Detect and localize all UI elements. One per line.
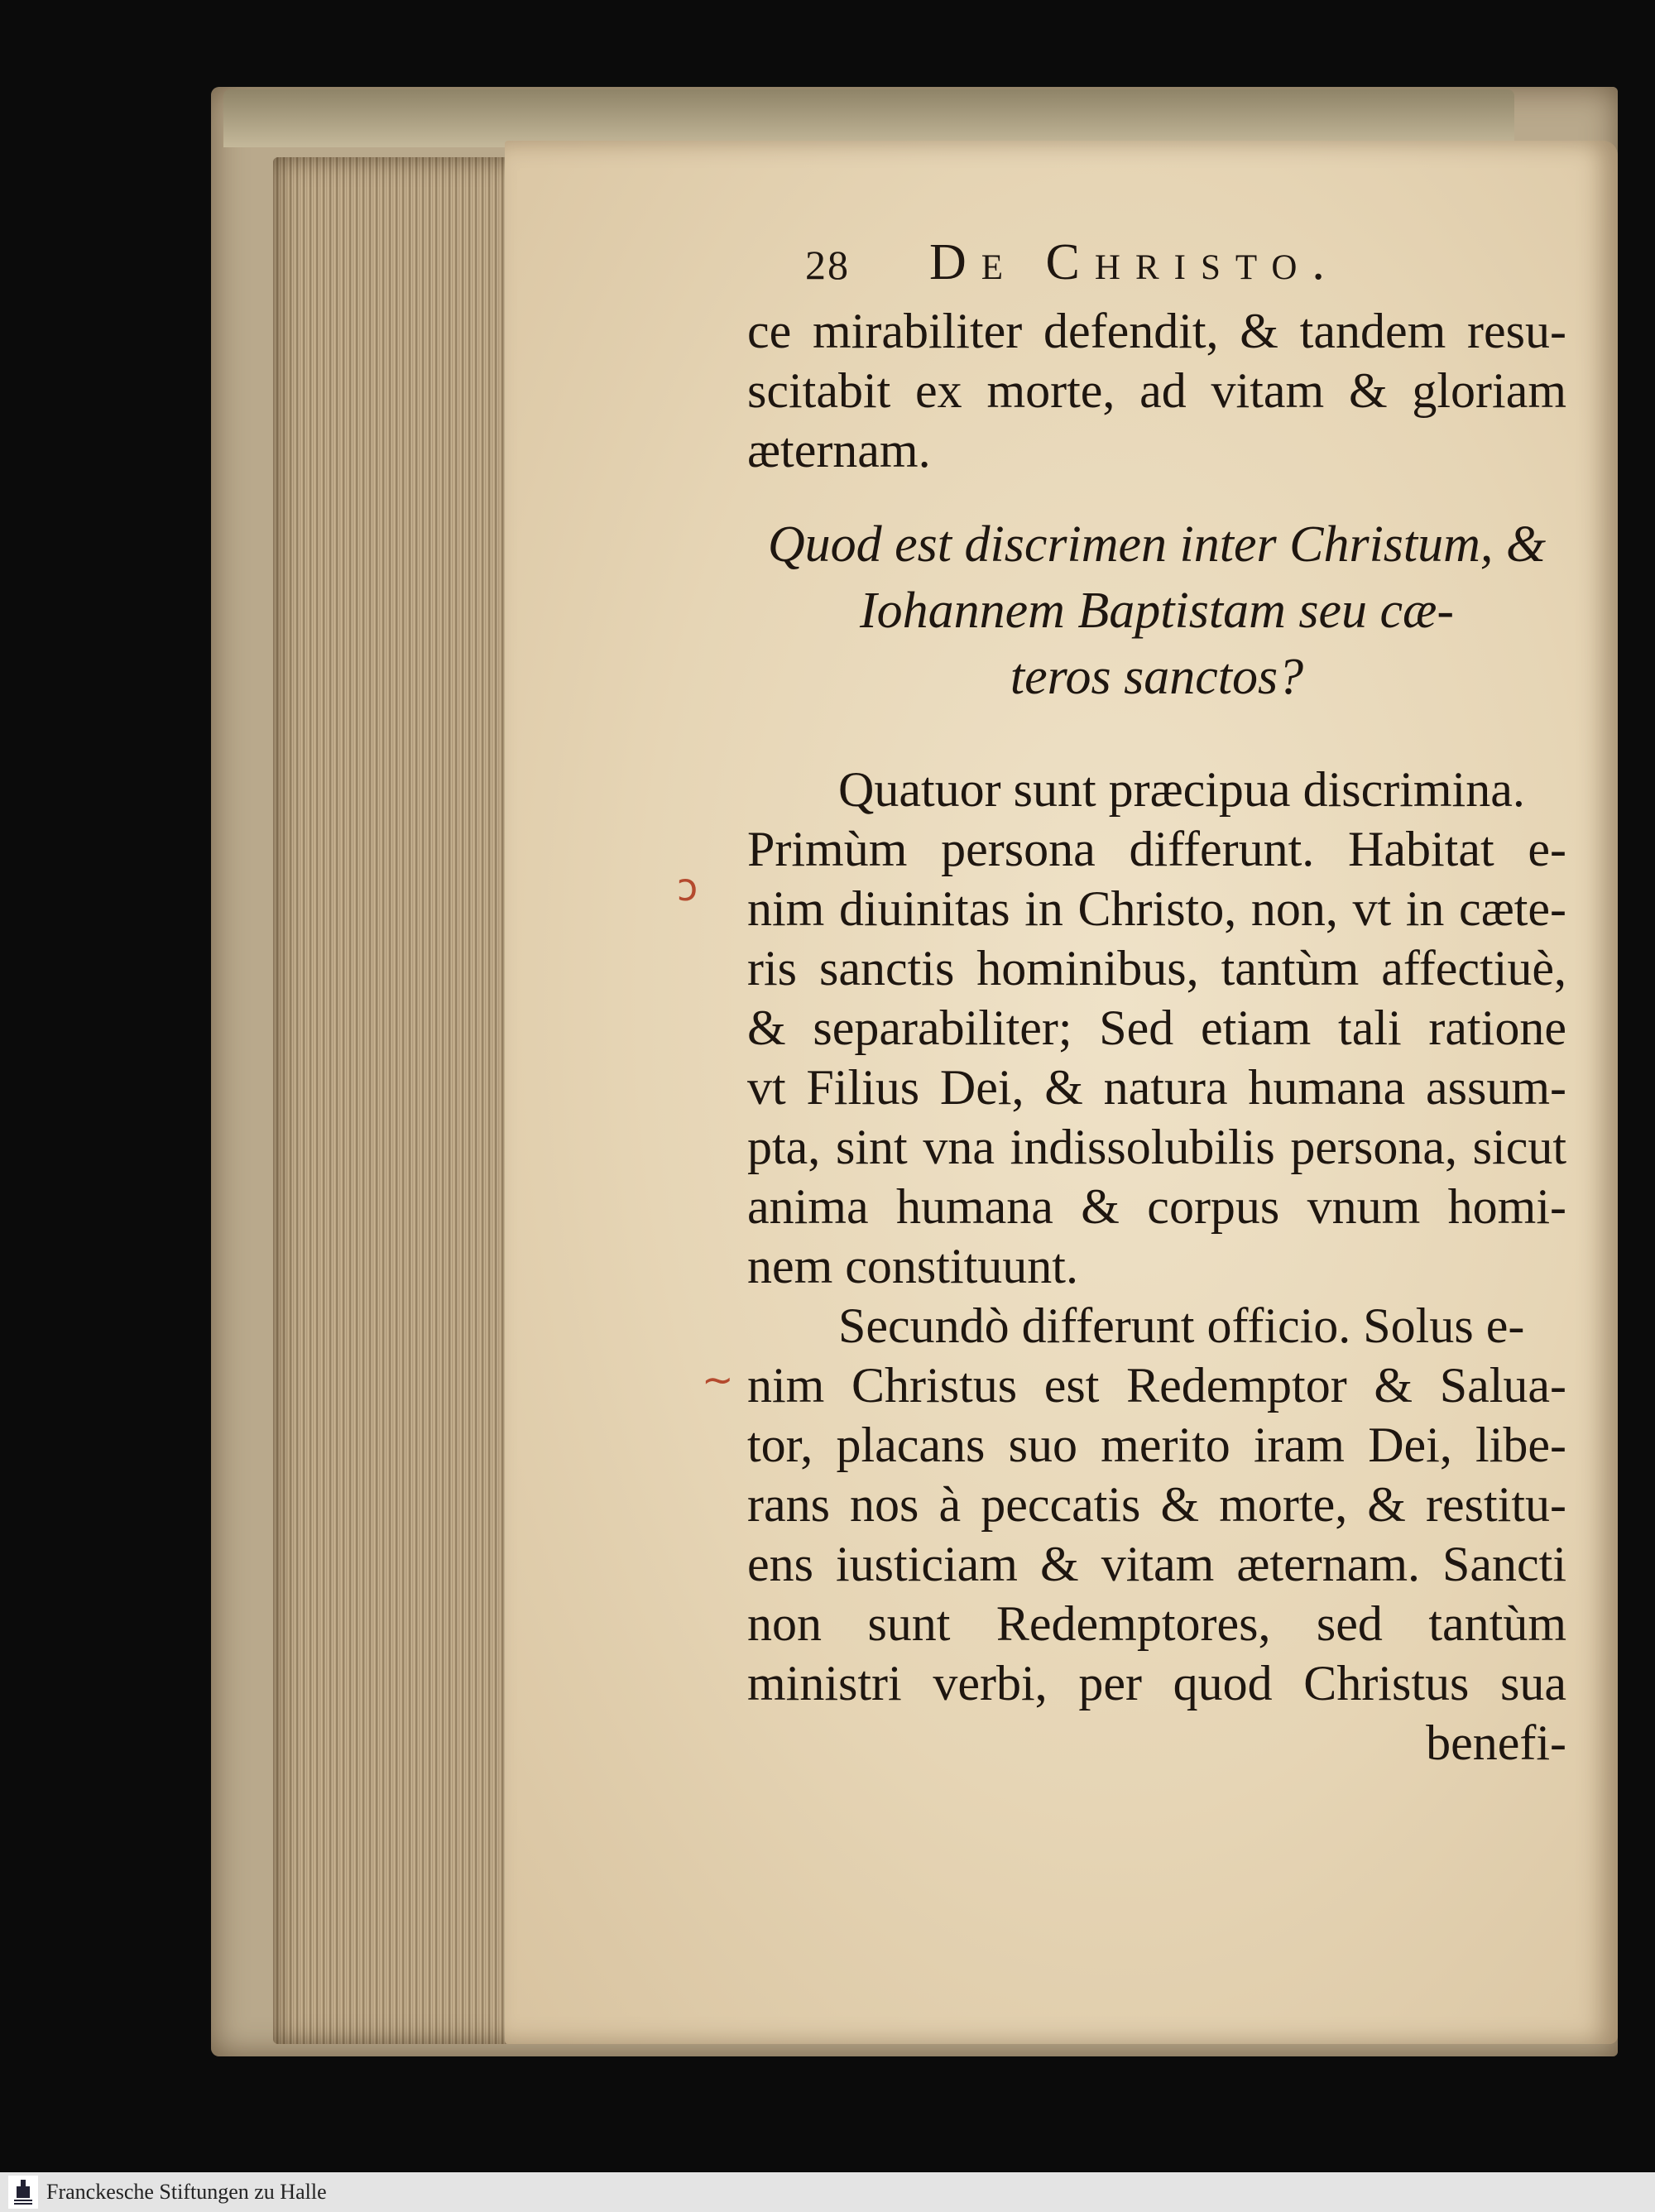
running-title: De Christo. (929, 234, 1340, 290)
text-line: tor, placans suo merito iram Dei, libe- (747, 1418, 1566, 1472)
institution-name: Franckesche Stiftungen zu Halle (46, 2180, 327, 2204)
text-line: nim diuinitas in Christo, non, vt in cæte- (747, 881, 1566, 936)
institution-logo-icon (8, 2176, 38, 2209)
text-line: pta, sint vna indissolubilis persona, sicut (747, 1120, 1566, 1174)
text-line: nem constituunt. (747, 1239, 1078, 1293)
book-top-edge (223, 89, 1514, 147)
heading-line: teros sanctos? (1010, 649, 1304, 705)
text-line: rans nos à peccatis & morte, & restitu- (747, 1477, 1566, 1532)
opening-text (747, 301, 1566, 480)
text-line: Primùm persona differunt. Habitat e- (747, 822, 1566, 876)
text-line: æternam. (747, 423, 931, 477)
text-line: scitabit ex morte, ad vitam & gloriam (747, 363, 1566, 418)
paragraph-1 (747, 760, 1566, 1296)
text-line: nim Christus est Redemptor & Salua- (747, 1358, 1566, 1413)
marginal-mark-2: ~ (702, 1357, 734, 1402)
text-line: Secundò differunt officio. Solus e- (838, 1298, 1525, 1353)
text-line: & separabiliter; Sed etiam tali ratione (747, 1000, 1566, 1055)
footer-bar (0, 2172, 1655, 2212)
page-header (747, 233, 1566, 301)
text-line: ce mirabiliter defendit, & tandem resu- (747, 304, 1566, 358)
section-heading (747, 511, 1566, 710)
heading-line: Iohannem Baptistam seu cæ- (859, 583, 1455, 639)
text-line: non sunt Redemptores, sed tantùm (747, 1596, 1566, 1651)
catchword: benefi- (1426, 1715, 1566, 1770)
marginal-mark-1: ↄ (677, 865, 698, 909)
page-text (747, 233, 1566, 1773)
paragraph-2 (747, 1296, 1566, 1773)
text-line: ens iusticiam & vitam æternam. Sancti (747, 1537, 1566, 1591)
text-line: vt Filius Dei, & natura humana assum- (747, 1060, 1566, 1115)
page-number: 28 (805, 242, 850, 288)
text-line: anima humana & corpus vnum homi- (747, 1179, 1566, 1234)
text-line: Quatuor sunt præcipua discrimina. (838, 762, 1525, 817)
heading-line: Quod est discrimen inter Christum, & (767, 516, 1547, 573)
page-edges (273, 157, 521, 2044)
text-line: ministri verbi, per quod Christus sua (747, 1656, 1566, 1711)
text-line: ris sanctis hominibus, tantùm affectiuè, (747, 941, 1566, 996)
